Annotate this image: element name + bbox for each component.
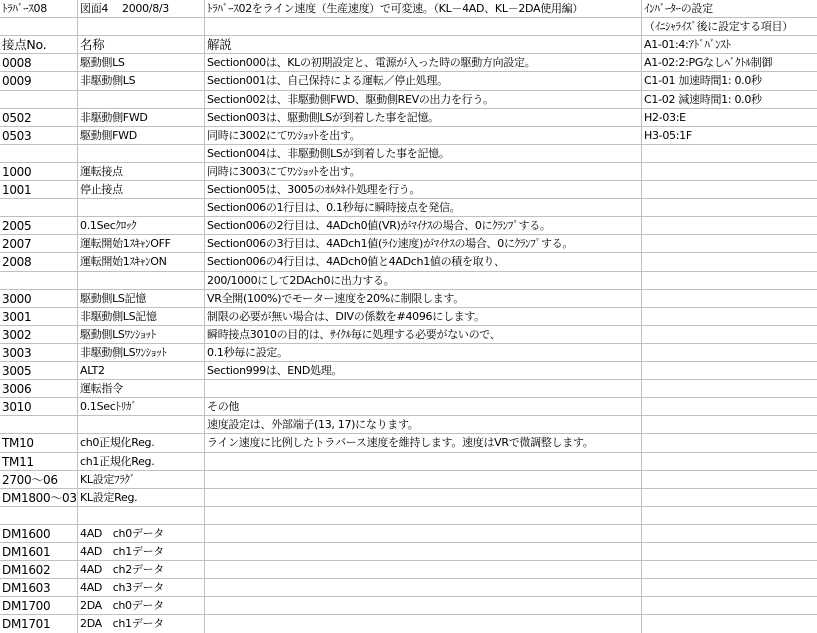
description-cell: 同時に3003にてﾜﾝｼｮｯﾄを出す。: [207, 165, 361, 178]
description-cell: Section000は、KLの初期設定と、電源が入った時の駆動方向設定。: [207, 56, 536, 69]
inverter-setting-cell: A1-02:2:PGなしﾍﾞｸﾄﾙ制御: [644, 56, 773, 69]
name-cell: ch1正規化Reg.: [80, 455, 155, 468]
title-cell: ﾄﾗﾊﾞｰｽ02をライン速度（生産速度）で可変速。（KL－4AD、KL－2DA使用編）: [207, 2, 584, 15]
inverter-setting-cell: C1-01 加速時間1: 0.0秒: [644, 74, 762, 87]
description-cell: Section006の3行目は、4ADch1値(ﾗｲﾝ速度)がﾏｲﾅｽの場合、0にｸﾗﾝﾌﾟする。: [207, 237, 574, 250]
name-cell: 2DA ch1データ: [80, 617, 164, 630]
contact-number-cell: 3001: [2, 310, 32, 324]
title-cell: ﾄﾗﾊﾞｰｽ08: [2, 2, 47, 15]
description-cell: Section006の1行目は、0.1秒毎に瞬時接点を発信。: [207, 201, 461, 214]
name-cell: KL設定Reg.: [80, 491, 138, 504]
name-cell: 駆動側LS: [80, 56, 125, 69]
description-cell: 制限の必要が無い場合は、DIVの係数を#4096にします。: [207, 310, 485, 323]
contact-number-cell: DM1601: [2, 545, 51, 559]
contact-number-cell: 2008: [2, 255, 32, 269]
name-cell: 運転開始1ｽｷｬﾝON: [80, 255, 167, 268]
description-cell: ライン速度に比例したトラバース速度を維持します。速度はVRで微調整します。: [207, 436, 594, 449]
note-cell: （ｲﾆｼｬﾗｲｽﾞ後に設定する項目）: [644, 20, 793, 33]
contact-number-cell: 0502: [2, 111, 32, 125]
inverter-setting-cell: H2-03:E: [644, 111, 686, 124]
contact-number-cell: DM1700: [2, 599, 51, 613]
description-cell: Section003は、駆動側LSが到着した事を記憶。: [207, 111, 439, 124]
description-cell: Section999は、END処理。: [207, 364, 343, 377]
name-cell: 0.1Secｸﾛｯｸ: [80, 219, 137, 232]
inverter-setting-cell: H3-05:1F: [644, 129, 692, 142]
inverter-setting-cell: C1-02 減速時間1: 0.0秒: [644, 93, 762, 106]
name-cell: ALT2: [80, 364, 105, 377]
contact-number-cell: 0503: [2, 129, 32, 143]
description-cell: Section001は、自己保持による運転／停止処理。: [207, 74, 448, 87]
description-cell: Section002は、非駆動側FWD、駆動側REVの出力を行う。: [207, 93, 494, 106]
name-cell: 非駆動側LS記憶: [80, 310, 157, 323]
column-gridline: [204, 0, 205, 633]
name-cell: 4AD ch1データ: [80, 545, 165, 558]
header-cell: A1-01:4:ｱﾄﾞﾊﾞﾝｽﾄ: [644, 38, 731, 51]
description-cell: Section005は、3005のｵﾙﾀﾈｲﾄ処理を行う。: [207, 183, 421, 196]
name-cell: 駆動側LS記憶: [80, 292, 147, 305]
contact-number-cell: DM1602: [2, 563, 51, 577]
contact-number-cell: 3005: [2, 364, 32, 378]
name-cell: 2DA ch0データ: [80, 599, 164, 612]
column-gridline: [641, 0, 642, 633]
column-gridline: [77, 0, 78, 633]
name-cell: ch0正規化Reg.: [80, 436, 155, 449]
description-cell: 200/1000にして2DAch0に出力する。: [207, 274, 395, 287]
description-cell: 瞬時接点3010の目的は、ｻｲｸﾙ毎に処理する必要がないので、: [207, 328, 501, 341]
contact-number-cell: 2007: [2, 237, 32, 251]
name-cell: 非駆動側LSﾜﾝｼｮｯﾄ: [80, 346, 167, 359]
contact-number-cell: DM1600: [2, 527, 51, 541]
description-cell: 同時に3002にてﾜﾝｼｮｯﾄを出す。: [207, 129, 361, 142]
name-cell: KL設定ﾌﾗｸﾞ: [80, 473, 136, 486]
header-cell: 接点No.: [2, 37, 47, 52]
name-cell: 非駆動側LS: [80, 74, 136, 87]
name-cell: 運転指令: [80, 382, 123, 395]
name-cell: 駆動側FWD: [80, 129, 137, 142]
row-gridline: [0, 271, 817, 272]
description-cell: Section006の2行目は、4ADch0値(VR)がﾏｲﾅｽの場合、0にｸﾗﾝﾌﾟする。: [207, 219, 551, 232]
contact-number-cell: 1001: [2, 183, 32, 197]
contact-number-cell: DM1603: [2, 581, 51, 595]
name-cell: 運転開始1ｽｷｬﾝOFF: [80, 237, 171, 250]
contact-number-cell: 2700～06: [2, 473, 58, 487]
contact-number-cell: TM10: [2, 436, 34, 450]
name-cell: 0.1Secﾄﾘｶﾞ: [80, 400, 137, 413]
description-cell: Section006の4行目は、4ADch0値と4ADch1値の積を取り、: [207, 255, 505, 268]
contact-number-cell: 3010: [2, 400, 32, 414]
contact-number-cell: 0008: [2, 56, 32, 70]
description-cell: 0.1秒毎に設定。: [207, 346, 288, 359]
description-cell: その他: [207, 400, 240, 413]
name-cell: 運転接点: [80, 165, 123, 178]
name-cell: 非駆動側FWD: [80, 111, 148, 124]
description-cell: 速度設定は、外部端子(13, 17)になります。: [207, 418, 419, 431]
description-cell: VR全開(100%)でモーター速度を20%に制限します。: [207, 292, 464, 305]
contact-number-cell: 0009: [2, 74, 32, 88]
contact-number-cell: DM1800～03: [2, 491, 77, 505]
name-cell: 停止接点: [80, 183, 123, 196]
title-cell: 図面4 2000/8/3: [80, 2, 169, 15]
contact-number-cell: 3000: [2, 292, 32, 306]
title-cell: ｲﾝﾊﾞｰﾀｰの設定: [644, 2, 713, 15]
name-cell: 4AD ch0データ: [80, 527, 165, 540]
contact-number-cell: 1000: [2, 165, 32, 179]
contact-number-cell: 3003: [2, 346, 32, 360]
contact-number-cell: TM11: [2, 455, 34, 469]
contact-number-cell: 3002: [2, 328, 32, 342]
contact-number-cell: DM1701: [2, 617, 51, 631]
header-cell: 名称: [80, 37, 105, 52]
header-cell: 解説: [207, 37, 232, 52]
name-cell: 4AD ch3データ: [80, 581, 165, 594]
description-cell: Section004は、非駆動側LSが到着した事を記憶。: [207, 147, 450, 160]
contact-number-cell: 3006: [2, 382, 32, 396]
name-cell: 4AD ch2データ: [80, 563, 165, 576]
name-cell: 駆動側LSﾜﾝｼｮｯﾄ: [80, 328, 156, 341]
contact-number-cell: 2005: [2, 219, 32, 233]
